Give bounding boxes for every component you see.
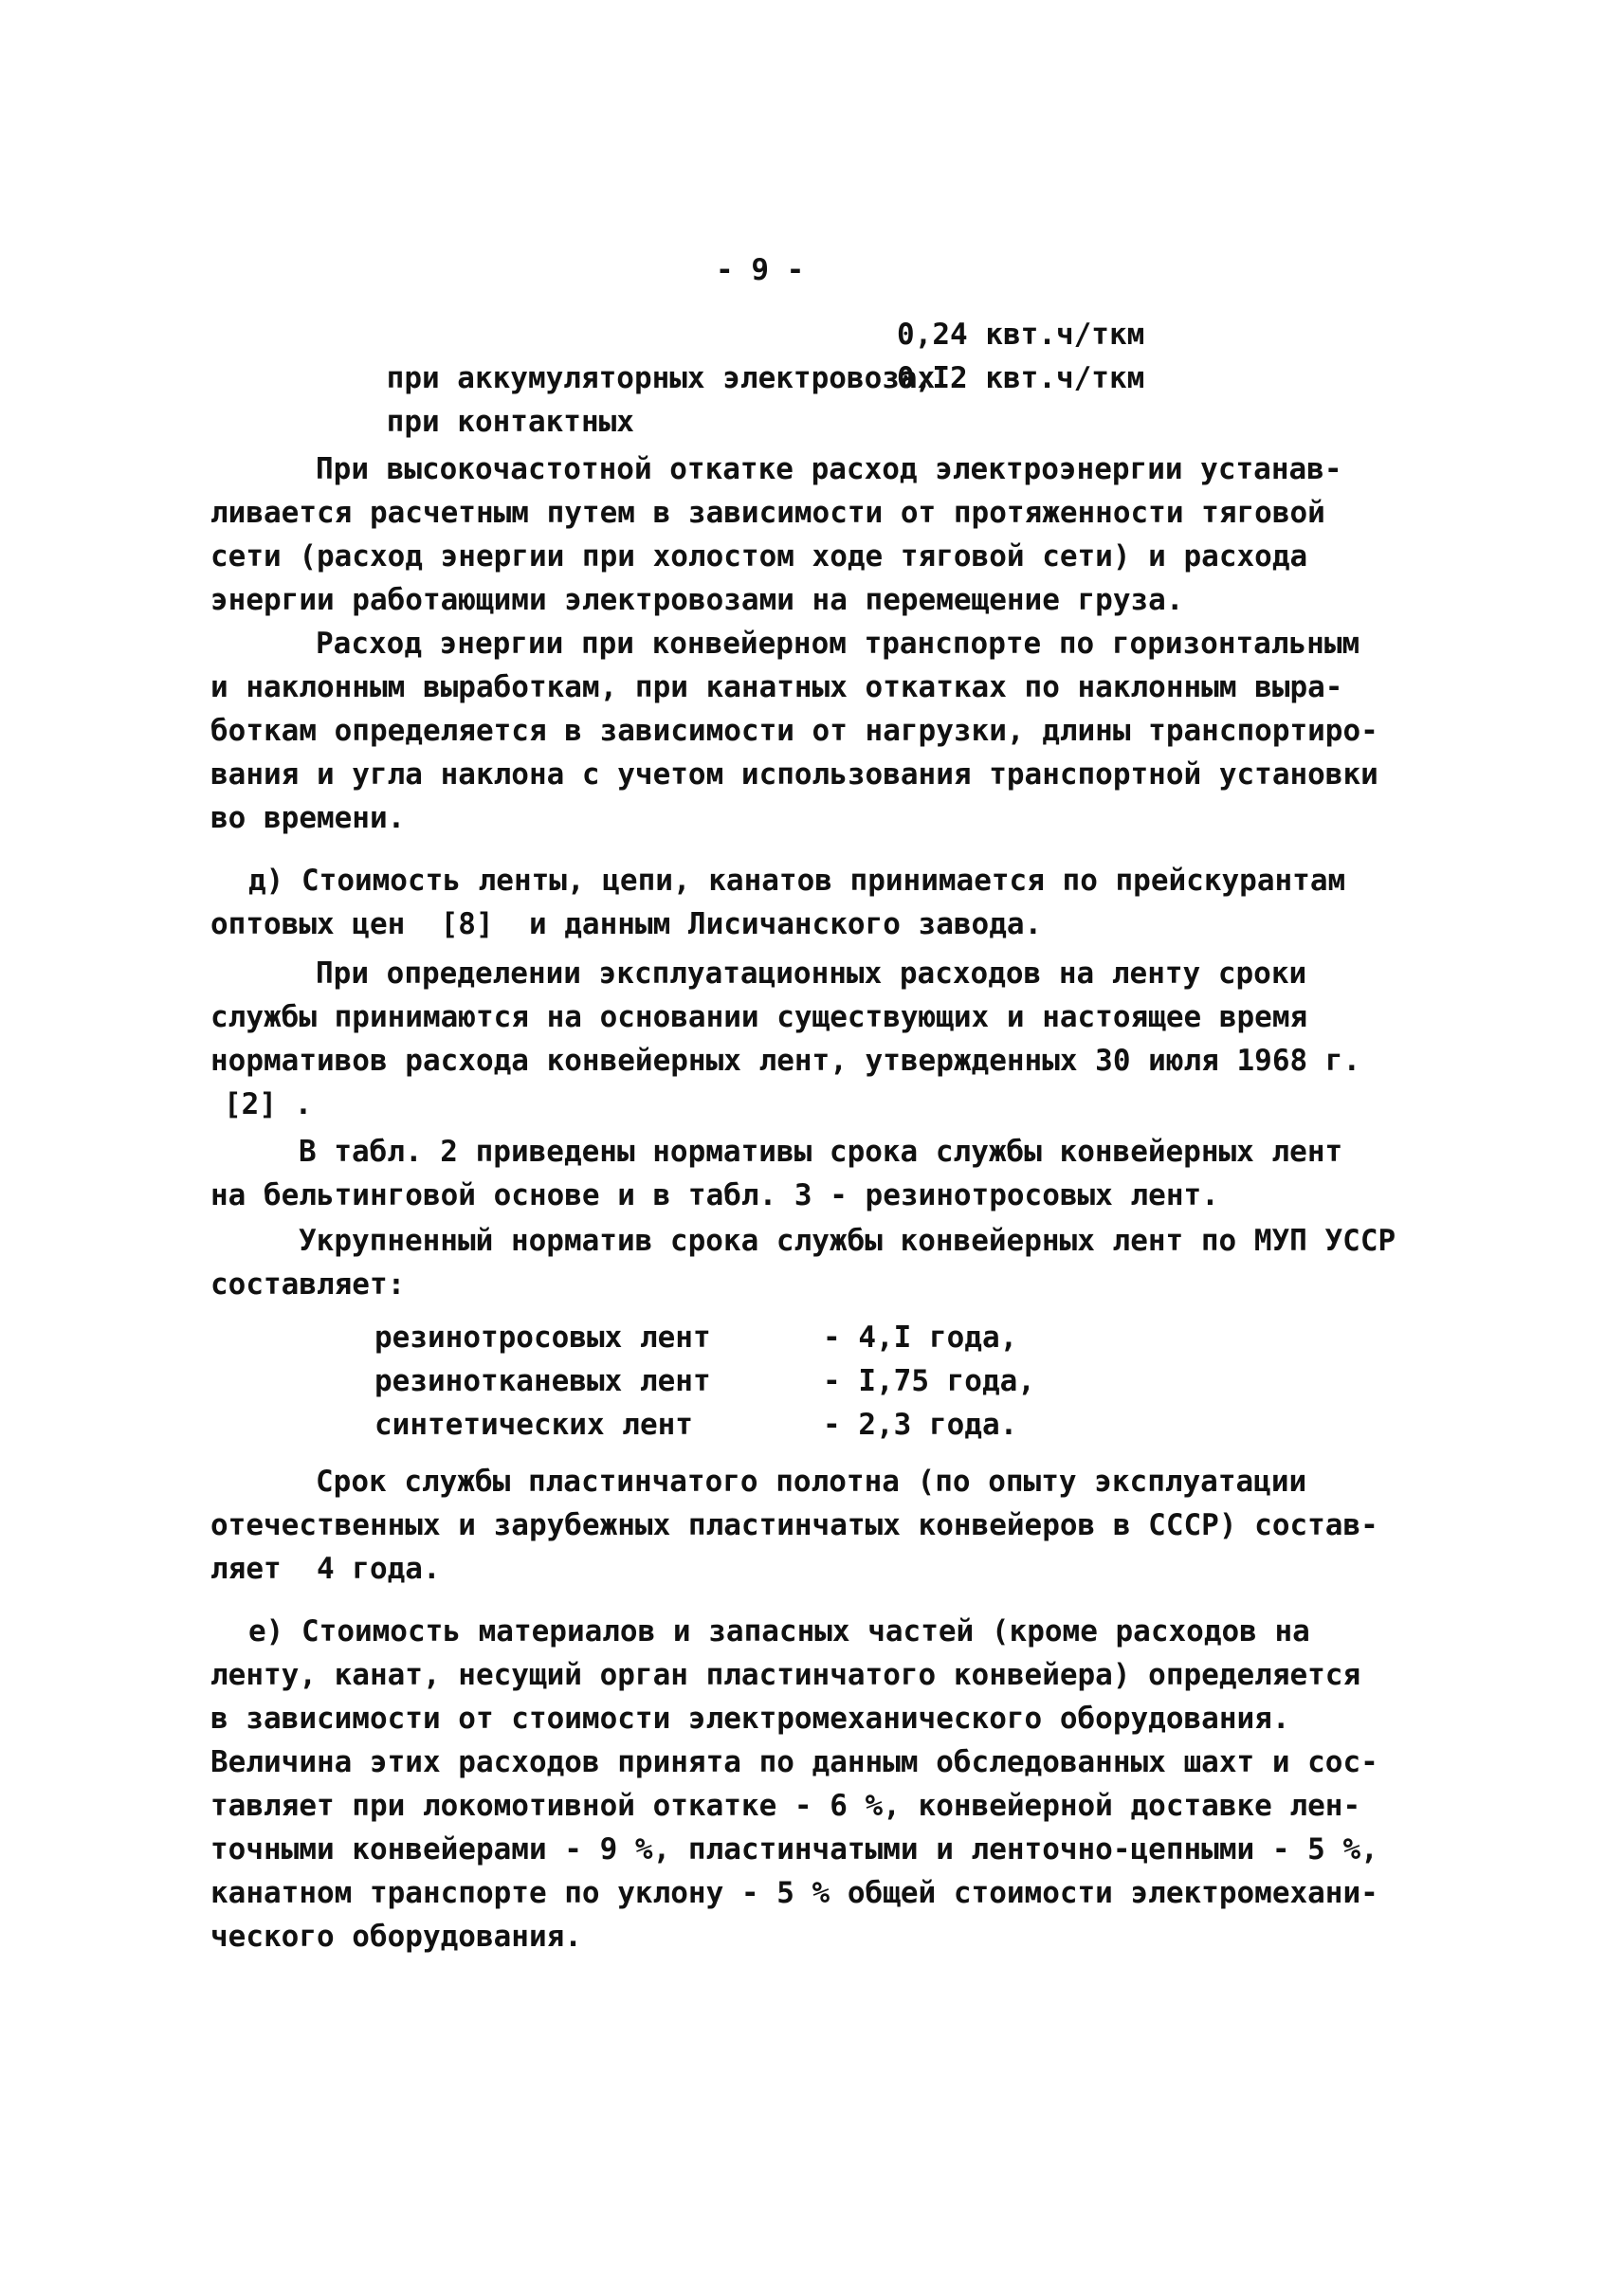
text-line: на бельтинговой основе и в табл. 3 - резинотросовых лент. xyxy=(210,1178,1219,1212)
text-line: тавляет при локомотивной откатке - 6 %, конвейерной доставке лен- xyxy=(210,1789,1361,1823)
text-line: в зависимости от стоимости электромеханического оборудования. xyxy=(210,1702,1290,1736)
text-line: ленту, канат, несущий орган пластинчатого конвейера) определяется xyxy=(210,1658,1361,1692)
text-line: При определении эксплуатационных расходов на ленту сроки xyxy=(316,956,1307,991)
text-line: составляет: xyxy=(210,1267,406,1302)
text-line: нормативов расхода конвейерных лент, утвержденных 30 июля 1968 г. xyxy=(210,1044,1361,1078)
text-line: и наклонным выработкам, при канатных откатках по наклонным выра- xyxy=(210,670,1343,704)
text-line: В табл. 2 приведены нормативы срока службы конвейерных лент xyxy=(299,1135,1343,1169)
energy-rate-label: при аккумуляторных электровозах xyxy=(386,361,936,395)
text-line: При высокочастотной откатке расход электроэнергии устанав- xyxy=(316,452,1342,486)
belt-type: синтетических лент xyxy=(374,1408,693,1442)
page-number: - 9 - xyxy=(716,253,805,287)
text-line: ляет 4 года. xyxy=(210,1552,441,1586)
belt-life-value: - 4,I года, xyxy=(823,1321,1018,1355)
energy-rate-label: при контактных xyxy=(386,405,634,439)
text-line: [2] . xyxy=(224,1087,313,1121)
text-line: службы принимаются на основании существующих и настоящее время xyxy=(210,1000,1308,1034)
text-line: Расход энергии при конвейерном транспорте по горизонтальным xyxy=(316,627,1360,661)
belt-life-value: - I,75 года, xyxy=(823,1364,1035,1398)
text-line: ливается расчетным путем в зависимости от протяженности тяговой xyxy=(210,496,1325,530)
text-line: канатном транспорте по уклону - 5 % общей стоимости электромехани- xyxy=(210,1876,1378,1910)
text-line: энергии работающими электровозами на перемещение груза. xyxy=(210,583,1184,617)
text-line: Срок службы пластинчатого полотна (по опыту эксплуатации xyxy=(316,1465,1307,1499)
text-line: Величина этих расходов принята по данным обследованных шахт и сос- xyxy=(210,1745,1378,1779)
text-line: е) Стоимость материалов и запасных частей (кроме расходов на xyxy=(248,1614,1310,1648)
text-line: ческого оборудования. xyxy=(210,1920,582,1954)
text-line: точными конвейерами - 9 %, пластинчатыми и ленточно-цепными - 5 %, xyxy=(210,1832,1378,1867)
text-line: д) Стоимость ленты, цепи, канатов принимается по прейскурантам xyxy=(248,864,1346,898)
text-line: во времени. xyxy=(210,801,406,835)
text-line: отечественных и зарубежных пластинчатых конвейеров в СССР) состав- xyxy=(210,1508,1378,1542)
text-line: вания и угла наклона с учетом использования транспортной установки xyxy=(210,757,1378,792)
text-line: сети (расход энергии при холостом ходе тяговой сети) и расхода xyxy=(210,539,1308,574)
energy-rate-value: 0,I2 квт.ч/ткм xyxy=(897,361,1145,395)
belt-type: резинотросовых лент xyxy=(374,1321,711,1355)
belt-type: резинотканевых лент xyxy=(374,1364,711,1398)
belt-life-value: - 2,3 года. xyxy=(823,1408,1018,1442)
text-line: боткам определяется в зависимости от нагрузки, длины транспортиро- xyxy=(210,714,1378,748)
energy-rate-value: 0,24 квт.ч/ткм xyxy=(897,318,1145,352)
text-line: Укрупненный норматив срока службы конвейерных лент по МУП УССР xyxy=(299,1224,1396,1258)
text-line: оптовых цен [8] и данным Лисичанского завода. xyxy=(210,907,1043,941)
